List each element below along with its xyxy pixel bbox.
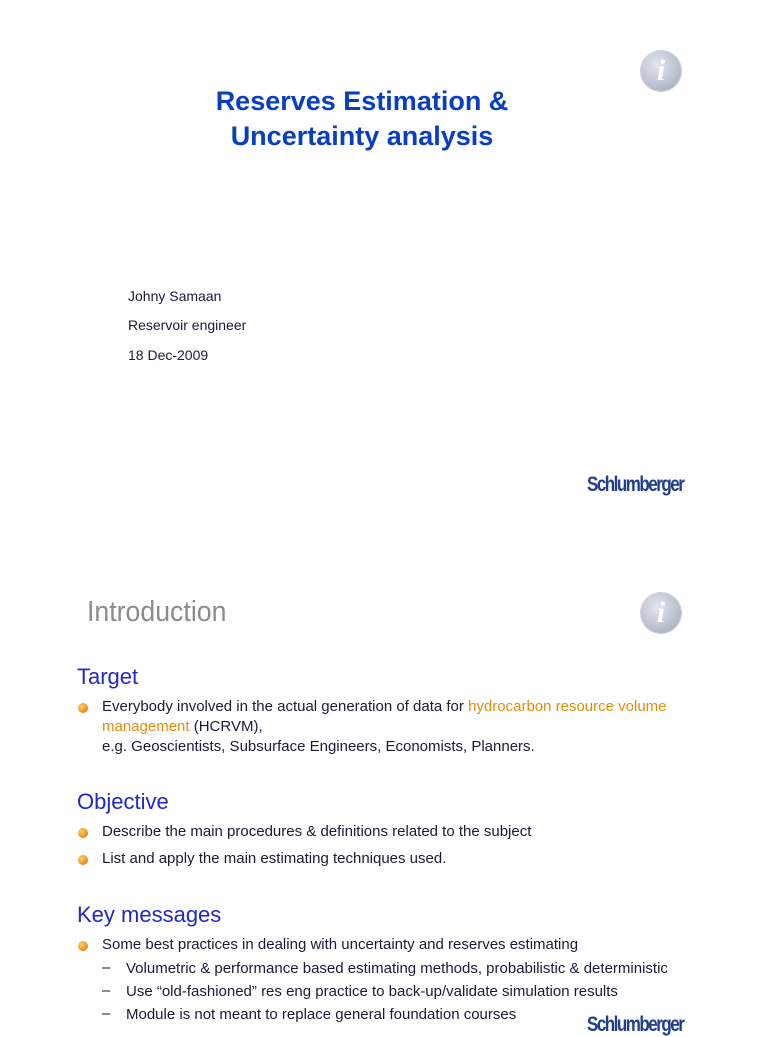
section-heading-objective: Objective bbox=[77, 789, 169, 814]
section-heading-target: Target bbox=[77, 664, 139, 689]
key-subitem-2: Use “old-fashioned” res eng practice to back-up/validate simulation results bbox=[126, 983, 618, 1000]
target-text-1: Everybody involved in the actual generation of data for bbox=[102, 698, 469, 715]
dash-bullet: – bbox=[102, 1005, 111, 1022]
bullet-icon bbox=[78, 941, 88, 951]
title-line-2: Uncertainty analysis bbox=[230, 121, 494, 151]
objective-bullet-1: Describe the main procedures & definitions related to the subject bbox=[102, 823, 532, 840]
key-subitem-3: Module is not meant to replace general foundation courses bbox=[126, 1006, 517, 1023]
schlumberger-logo: Schlumberger bbox=[587, 1012, 684, 1036]
target-bullet bbox=[102, 697, 702, 757]
info-icon-glyph: i bbox=[656, 596, 666, 629]
introduction-slide bbox=[0, 560, 768, 1036]
key-subitem-1: Volumetric & performance based estimating methods, probabilistic & deterministic bbox=[126, 960, 668, 977]
objective-bullet-2: List and apply the main estimating techniques used. bbox=[102, 850, 447, 867]
author-name: Johny Samaan bbox=[128, 288, 222, 304]
key-messages-bullet: Some best practices in dealing with uncertainty and reserves estimating bbox=[102, 936, 579, 953]
target-text-3: e.g. Geoscientists, Subsurface Engineers, Economists, Planners. bbox=[102, 738, 535, 755]
schlumberger-logo: Schlumberger bbox=[587, 472, 684, 496]
target-highlight: hydrocarbon resource volume management bbox=[102, 698, 667, 735]
bullet-icon bbox=[78, 828, 88, 838]
bullet-icon bbox=[78, 703, 88, 713]
target-text-2: (HCRVM), bbox=[189, 718, 263, 735]
section-heading-key-messages: Key messages bbox=[77, 902, 222, 927]
info-icon bbox=[641, 51, 681, 91]
presentation-title bbox=[162, 84, 562, 154]
author-role: Reservoir engineer bbox=[128, 317, 247, 333]
slide-title: Introduction bbox=[87, 596, 227, 628]
info-icon-glyph: i bbox=[656, 54, 666, 87]
dash-bullet: – bbox=[102, 982, 111, 999]
info-icon bbox=[641, 593, 681, 633]
dash-bullet: – bbox=[102, 959, 111, 976]
bullet-icon bbox=[78, 855, 88, 865]
title-line-1: Reserves Estimation & bbox=[215, 86, 509, 116]
presentation-date: 18 Dec-2009 bbox=[128, 347, 209, 363]
